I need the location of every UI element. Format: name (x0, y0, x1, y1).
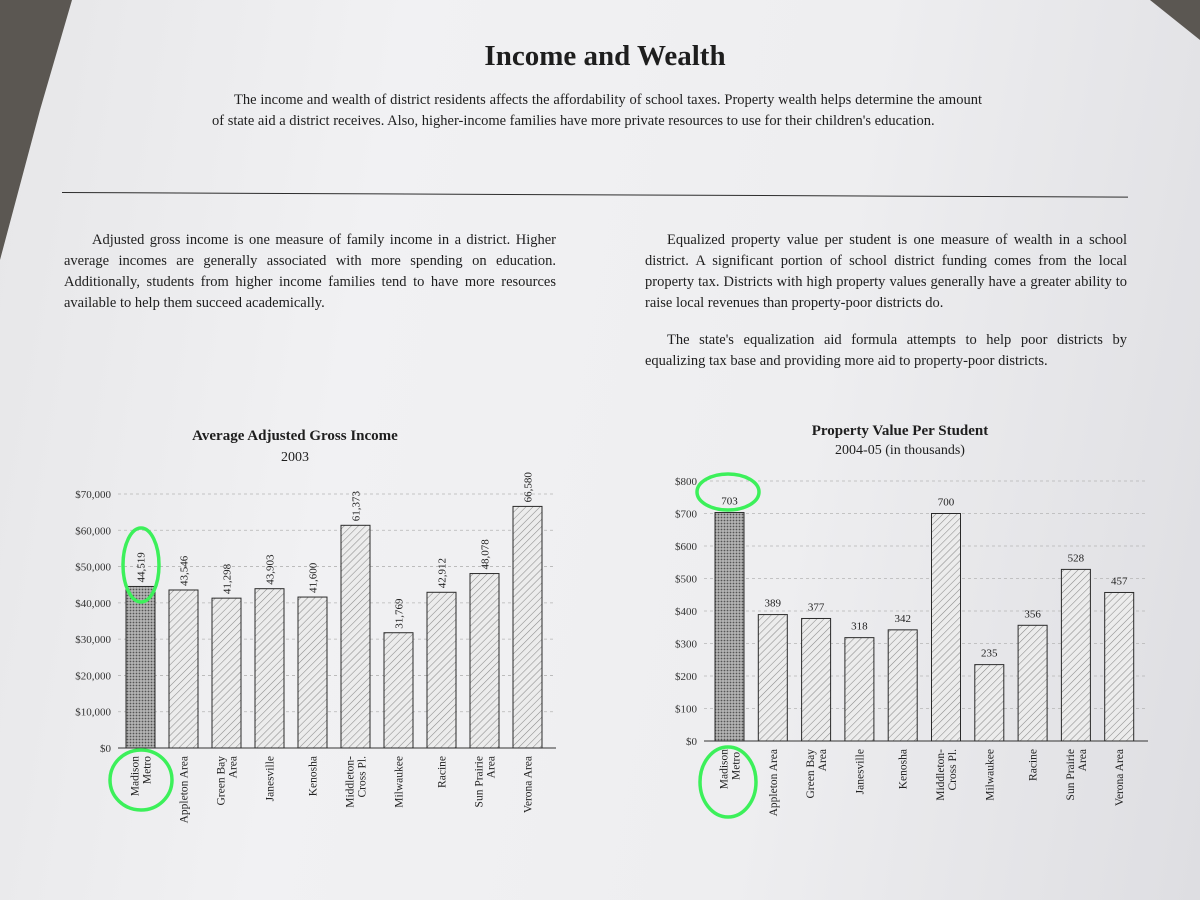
income-value-label: 43,903 (264, 554, 277, 585)
income-category-label: Green Bay (215, 756, 228, 806)
income-chart-subtitle: 2003 (281, 450, 309, 465)
income-bar (341, 525, 370, 748)
property-y-tick-label: $700 (675, 508, 697, 521)
equalization-paragraph: The state's equalization aid formula attempts to help poor districts by equalizing tax base and providing more aid to property-poor districts. (645, 332, 1127, 369)
income-y-tick-label: $60,000 (75, 525, 111, 538)
property-value-label: 235 (981, 647, 998, 660)
income-value-label: 41,600 (307, 562, 320, 594)
income-paragraph: Adjusted gross income is one measure of family income in a district. Higher average incomes are generally associated with more spending on education. Additionally, students from higher income families tend to have more resources available to help them succeed academically. (64, 232, 556, 311)
income-bar (427, 592, 456, 748)
property-category-label: Middleton- (935, 749, 947, 801)
property-paragraph: Equalized property value per student is one measure of wealth in a school district. A significant portion of school district funding comes from the local property tax. Districts with high property values generally have a greater ability to raise local revenues than property-poor districts do. (645, 232, 1127, 311)
income-y-tick-label: $30,000 (75, 634, 111, 647)
income-value-label: 66,580 (522, 472, 535, 503)
property-y-tick-label: $0 (686, 736, 697, 748)
property-bar (932, 514, 961, 742)
property-value-label: 318 (851, 620, 868, 633)
property-category-label: Metro. (730, 749, 743, 780)
income-value-label: 31,769 (393, 598, 406, 629)
income-category-label: Metro (141, 756, 154, 785)
property-value-label: 457 (1110, 575, 1128, 588)
property-y-tick-label: $500 (675, 573, 697, 586)
property-bar (758, 615, 787, 741)
property-category-label: Cross Pl. (947, 749, 959, 791)
income-bar (470, 574, 499, 748)
property-value-label: 528 (1067, 552, 1085, 565)
income-bar (513, 506, 542, 748)
income-category-label: Middleton- (344, 756, 357, 808)
property-value-label: 342 (894, 612, 911, 625)
property-chart-title: Property Value Per Student (811, 423, 989, 439)
intro-paragraph: The income and wealth of district residents affects the affordability of school taxes. Property wealth helps determine the amount of state aid a district receives. Also, higher-income families have more private resources to use for their children's education. (212, 92, 982, 129)
property-category-label: Racine (1027, 749, 1040, 781)
property-y-tick-label: $100 (675, 703, 697, 716)
property-value-label: 703 (721, 495, 738, 508)
income-category-label: Appleton Area (178, 756, 191, 824)
income-value-label: 44,519 (135, 552, 148, 583)
property-value-label: 700 (937, 496, 955, 509)
income-category-label: Area (485, 756, 498, 779)
property-y-tick-label: $600 (675, 541, 697, 553)
property-category-label: Area (817, 749, 830, 772)
property-category-label: Janesville (854, 749, 867, 795)
property-y-tick-label: $800 (675, 476, 697, 488)
property-bar (715, 513, 744, 741)
income-category-label: Kenosha (307, 756, 320, 797)
property-value-label: 356 (1024, 608, 1041, 621)
income-y-tick-label: $70,000 (75, 489, 111, 501)
property-category-label: Sun Prairie (1064, 749, 1077, 801)
property-category-label: Area (1076, 749, 1089, 772)
property-value-label: 377 (807, 601, 825, 614)
income-category-label: Janesville (264, 756, 277, 802)
income-y-tick-label: $50,000 (75, 561, 111, 574)
income-category-label: Madison (129, 756, 142, 797)
income-y-tick-label: $10,000 (75, 706, 111, 719)
income-value-label: 48,078 (479, 539, 492, 570)
page-title: Income and Wealth (484, 40, 726, 72)
property-category-label: Verona Area (1114, 749, 1127, 807)
property-y-tick-label: $300 (675, 638, 697, 651)
property-category-label: Green Bay (805, 749, 818, 799)
property-bar (975, 665, 1004, 741)
income-bar (255, 589, 284, 748)
property-y-tick-label: $200 (675, 671, 697, 683)
income-category-label: Cross Pl. (356, 756, 369, 798)
income-value-label: 41,298 (221, 563, 234, 595)
income-bar-chart (75, 472, 556, 824)
income-bar (384, 633, 413, 748)
income-category-label: Verona Area (522, 756, 535, 814)
property-bar (845, 638, 874, 741)
property-category-label: Madison (718, 749, 731, 790)
income-value-label: 43,546 (178, 555, 191, 586)
property-category-label: Appleton Area (767, 749, 780, 817)
property-category-label: Kenosha (897, 749, 910, 790)
property-bar (1105, 592, 1134, 741)
income-y-tick-label: $20,000 (75, 670, 111, 683)
income-value-label: 61,373 (350, 491, 363, 522)
income-bar (212, 598, 241, 748)
income-category-label: Milwaukee (393, 756, 406, 808)
property-bar (802, 618, 831, 741)
income-category-label: Area (227, 756, 240, 779)
property-bar (1018, 625, 1047, 741)
property-y-tick-label: $400 (675, 606, 697, 618)
income-bar (126, 586, 155, 748)
income-value-label: 42,912 (436, 558, 449, 589)
income-chart-title: Average Adjusted Gross Income (192, 428, 398, 444)
income-bar (169, 590, 198, 748)
property-bar (888, 630, 917, 741)
property-category-label: Milwaukee (984, 749, 997, 801)
income-category-label: Sun Prairie (473, 756, 486, 808)
property-chart-subtitle: 2004-05 (in thousands) (835, 443, 965, 458)
income-bar (298, 597, 327, 748)
income-category-label: Racine (436, 756, 449, 788)
property-bar-chart (675, 476, 1148, 816)
property-value-label: 389 (764, 597, 782, 610)
income-y-tick-label: $40,000 (75, 597, 111, 610)
property-bar (1061, 569, 1090, 741)
income-y-tick-label: $0 (100, 743, 111, 755)
